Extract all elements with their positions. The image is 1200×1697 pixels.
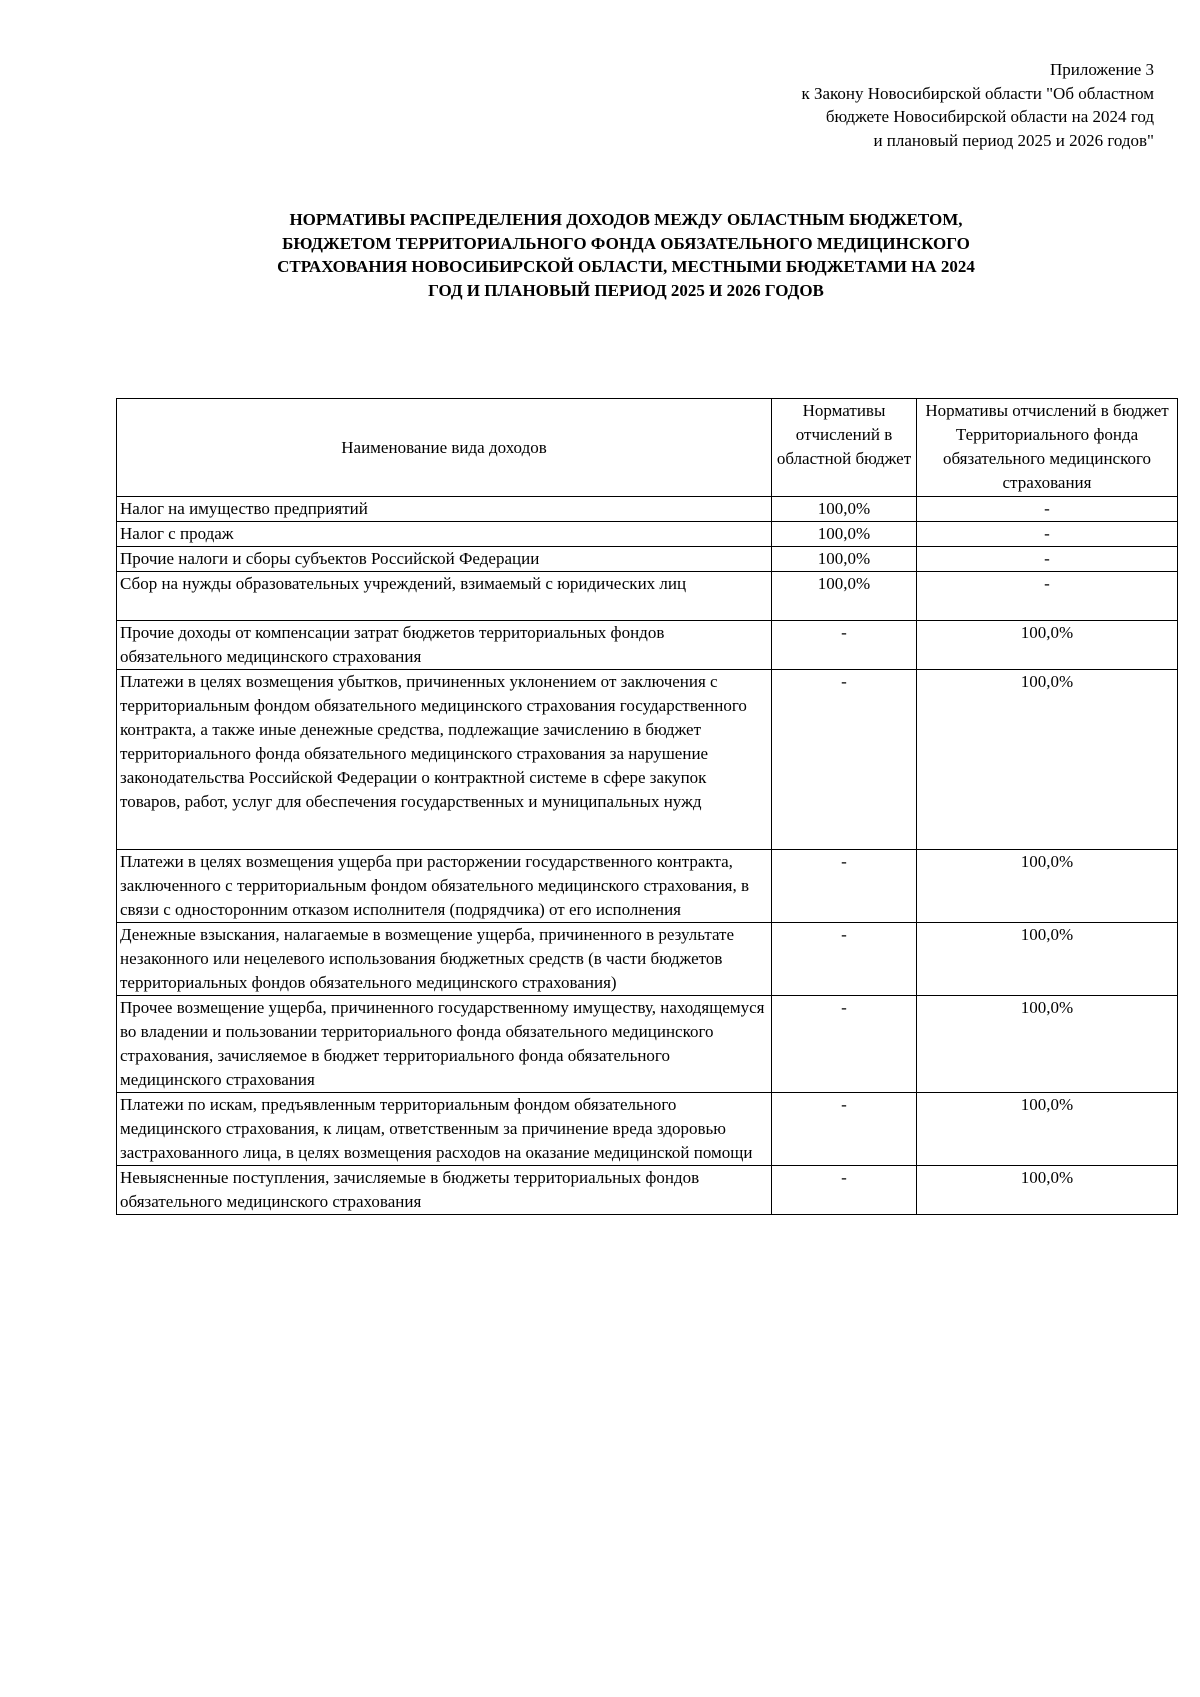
fund-norm-cell: 100,0%	[917, 670, 1178, 850]
appendix-line: к Закону Новосибирской области "Об областном	[801, 83, 1154, 103]
income-name-cell: Прочие налоги и сборы субъектов Российской Федерации	[117, 547, 772, 572]
regional-norm-cell: -	[772, 850, 917, 923]
title-line: СТРАХОВАНИЯ НОВОСИБИРСКОЙ ОБЛАСТИ, МЕСТНЫМИ БЮДЖЕТАМИ НА 2024	[277, 257, 975, 276]
fund-norm-cell: 100,0%	[917, 621, 1178, 670]
income-name-cell: Платежи в целях возмещения ущерба при расторжении государственного контракта, заключенного с территориальным фондом обязательного медицинского страхования, в связи с односторонним отказом исполнителя (подрядчика) от его исполнения	[117, 850, 772, 923]
regional-norm-cell: -	[772, 1093, 917, 1166]
table-row	[117, 850, 1178, 923]
title-line: НОРМАТИВЫ РАСПРЕДЕЛЕНИЯ ДОХОДОВ МЕЖДУ ОБЛАСТНЫМ БЮДЖЕТОМ,	[289, 210, 963, 229]
income-name-cell: Невыясненные поступления, зачисляемые в бюджеты территориальных фондов обязательного медицинского страхования	[117, 1166, 772, 1215]
appendix-line: Приложение 3	[1050, 60, 1154, 79]
regional-norm-cell: -	[772, 1166, 917, 1215]
fund-norm-cell: -	[917, 522, 1178, 547]
regional-norm-cell: 100,0%	[772, 497, 917, 522]
table-row	[117, 1093, 1178, 1166]
table-row	[117, 547, 1178, 572]
income-name-cell: Денежные взыскания, налагаемые в возмещение ущерба, причиненного в результате незаконного или нецелевого использования бюджетных средств (в части бюджетов территориальных фондов обязательного медицинского страхования)	[117, 923, 772, 996]
table-body	[117, 497, 1178, 1215]
header-regional-budget: Нормативы отчислений в областной бюджет	[772, 399, 917, 497]
fund-norm-cell: -	[917, 572, 1178, 621]
income-name-cell: Налог с продаж	[117, 522, 772, 547]
regional-norm-cell: -	[772, 923, 917, 996]
income-name-cell: Прочее возмещение ущерба, причиненного государственному имуществу, находящемуся во владении и пользовании территориального фонда обязательного медицинского страхования, зачисляемое в бюджет территориального фонда обязательного медицинского страхования	[117, 996, 772, 1093]
regional-norm-cell: -	[772, 996, 917, 1093]
regional-norm-cell: 100,0%	[772, 522, 917, 547]
table-row	[117, 1166, 1178, 1215]
header-income-type: Наименование вида доходов	[117, 399, 772, 497]
regional-norm-cell: 100,0%	[772, 547, 917, 572]
title-line: БЮДЖЕТОМ ТЕРРИТОРИАЛЬНОГО ФОНДА ОБЯЗАТЕЛЬНОГО МЕДИЦИНСКОГО	[282, 233, 970, 253]
appendix-line: бюджете Новосибирской области на 2024 год	[825, 107, 1154, 126]
table-row	[117, 497, 1178, 522]
income-name-cell: Платежи в целях возмещения убытков, причиненных уклонением от заключения с территориальным фондом обязательного медицинского страхования государственного контракта, а также иные денежные средства, подлежащие зачислению в бюджет территориального фонда обязательного медицинского страхования за нарушение законодательства Российской Федерации о контрактной системе в сфере закупок товаров, работ, услуг для обеспечения государственных и муниципальных нужд	[117, 670, 772, 850]
regional-norm-cell: 100,0%	[772, 572, 917, 621]
appendix-reference	[594, 58, 1154, 152]
income-name-cell: Налог на имущество предприятий	[117, 497, 772, 522]
fund-norm-cell: 100,0%	[917, 923, 1178, 996]
title-line: ГОД И ПЛАНОВЫЙ ПЕРИОД 2025 И 2026 ГОДОВ	[428, 280, 824, 300]
document-title	[200, 208, 1052, 302]
fund-norm-cell: -	[917, 547, 1178, 572]
appendix-line: и плановый период 2025 и 2026 годов"	[873, 130, 1154, 150]
fund-norm-cell: -	[917, 497, 1178, 522]
fund-norm-cell: 100,0%	[917, 850, 1178, 923]
table-row	[117, 621, 1178, 670]
table-row	[117, 522, 1178, 547]
fund-norm-cell: 100,0%	[917, 996, 1178, 1093]
income-name-cell: Платежи по искам, предъявленным территориальным фондом обязательного медицинского страхования, к лицам, ответственным за причинение вреда здоровью застрахованного лица, в целях возмещения расходов на оказание медицинской помощи	[117, 1093, 772, 1166]
regional-norm-cell: -	[772, 621, 917, 670]
table-row	[117, 923, 1178, 996]
fund-norm-cell: 100,0%	[917, 1093, 1178, 1166]
income-name-cell: Прочие доходы от компенсации затрат бюджетов территориальных фондов обязательного медицинского страхования	[117, 621, 772, 670]
income-distribution-table	[116, 398, 1178, 1215]
table-row	[117, 670, 1178, 850]
regional-norm-cell: -	[772, 670, 917, 850]
table-header-row	[117, 399, 1178, 497]
fund-norm-cell: 100,0%	[917, 1166, 1178, 1215]
table-row	[117, 996, 1178, 1093]
income-name-cell: Сбор на нужды образовательных учреждений, взимаемый с юридических лиц	[117, 572, 772, 621]
header-fund-budget: Нормативы отчислений в бюджет Территориального фонда обязательного медицинского страхования	[917, 399, 1178, 497]
table-row	[117, 572, 1178, 621]
